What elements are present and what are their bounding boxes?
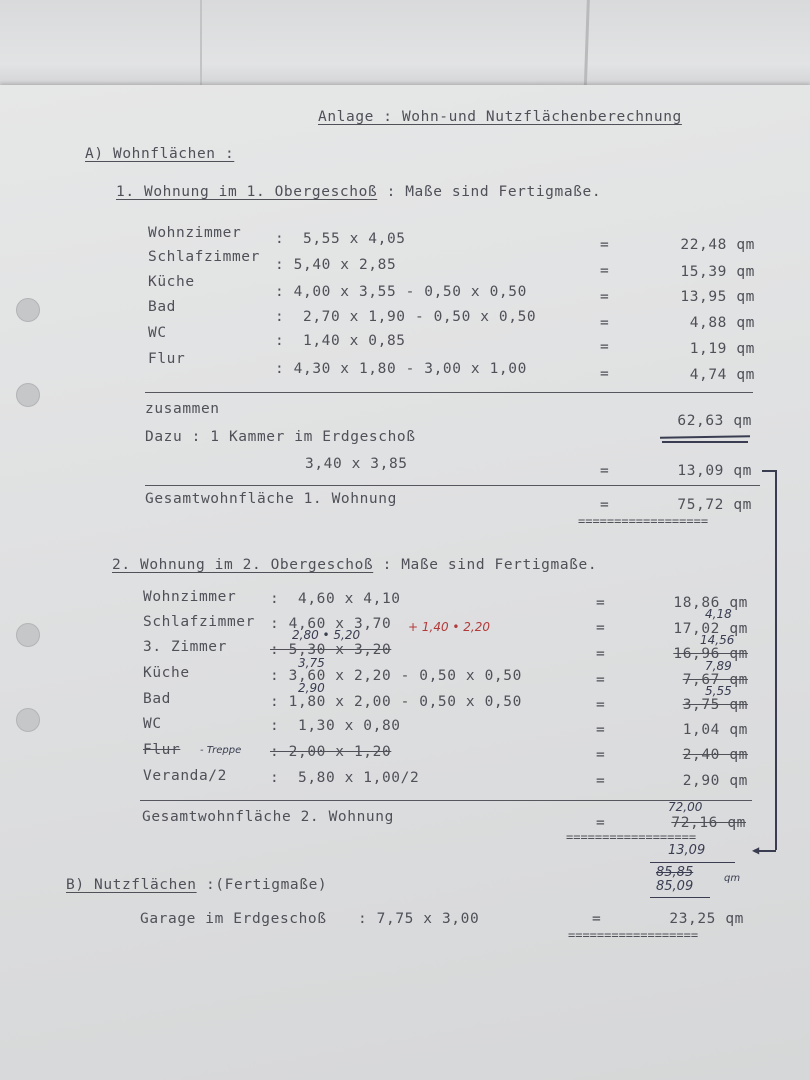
zusammen-value: 62,63 qm	[677, 413, 752, 429]
room-area: 22,48 qm	[680, 237, 755, 253]
total-rule	[145, 485, 760, 486]
handwritten-note: 2,80 • 5,20	[292, 628, 361, 642]
room-name: Veranda/2	[143, 768, 227, 784]
room-formula: : 4,60 x 3,70	[270, 616, 392, 632]
wohnung1-note: : Maße sind Fertigmaße.	[377, 184, 602, 200]
handwritten-value: 72,00	[668, 800, 703, 814]
double-underline: ==================	[566, 830, 697, 844]
room-area: 7,67 qm	[682, 672, 748, 688]
equals-sign: =	[596, 722, 606, 738]
room-name: Wohnzimmer	[143, 589, 237, 605]
wohnung1-heading	[116, 183, 601, 201]
equals-sign: =	[600, 497, 610, 513]
room-name: 3. Zimmer	[143, 639, 227, 655]
room-name: Bad	[148, 299, 176, 315]
page-title: Anlage : Wohn-und Nutzflächenberechnung	[318, 109, 682, 125]
room-name: Bad	[143, 691, 171, 707]
total-rule	[140, 800, 752, 801]
room-area: 13,95 qm	[680, 289, 755, 305]
equals-sign: =	[596, 646, 606, 662]
handwritten-note: 3,75	[298, 656, 325, 670]
garage-value: 23,25 qm	[669, 911, 744, 927]
handwritten-value: 5,55	[705, 684, 732, 698]
wohnung2-title: 2. Wohnung im 2. Obergeschoß	[112, 557, 374, 573]
equals-sign: =	[592, 911, 602, 927]
equals-sign: =	[596, 595, 606, 611]
room-formula: : 1,40 x 0,85	[275, 333, 406, 349]
section-b-title: B) Nutzflächen	[66, 877, 197, 893]
handwritten-value: 4,18	[705, 607, 732, 621]
fold-crease	[200, 0, 202, 88]
handwritten-note: + 1,40 • 2,20	[408, 620, 491, 634]
room-area: 2,90 qm	[682, 773, 748, 789]
room-name: WC	[143, 716, 162, 732]
equals-sign: =	[596, 620, 606, 636]
garage-formula: : 7,75 x 3,00	[358, 911, 480, 927]
folded-paper-top	[0, 0, 810, 92]
total-label-2: Gesamtwohnfläche 2. Wohnung	[142, 809, 394, 825]
room-area: 1,04 qm	[682, 722, 748, 738]
dazu-value: 13,09 qm	[677, 463, 752, 479]
total-value-2: 72,16 qm	[671, 815, 746, 831]
room-area: 16,96 qm	[673, 646, 748, 662]
section-b-note: :(Fertigmaße)	[196, 877, 328, 893]
arrow-head-icon: ◀	[752, 843, 760, 857]
room-name: Küche	[148, 274, 195, 290]
room-area: 4,74 qm	[689, 367, 755, 383]
equals-sign: =	[596, 773, 606, 789]
wohnung1-title: 1. Wohnung im 1. Obergeschoß	[116, 184, 378, 200]
room-area: 17,02 qm	[673, 621, 748, 637]
punch-hole	[16, 383, 40, 407]
room-name: Flur	[148, 351, 186, 367]
room-formula: : 5,40 x 2,85	[275, 257, 397, 273]
equals-sign: =	[596, 815, 606, 831]
handwritten-sum: 85,85	[656, 865, 694, 880]
total-value-1: 75,72 qm	[677, 497, 752, 513]
equals-sign: =	[600, 237, 610, 253]
wohnung2-heading	[112, 556, 597, 574]
room-area: 18,86 qm	[673, 595, 748, 611]
double-underline: ==================	[568, 928, 699, 942]
room-area: 3,75 qm	[682, 697, 748, 713]
handwritten-underline	[650, 897, 710, 898]
room-area: 2,40 qm	[682, 747, 748, 763]
punch-hole	[16, 298, 40, 322]
handwritten-value: 14,56	[700, 633, 735, 647]
room-formula: : 2,00 x 1,20	[270, 744, 392, 760]
room-area: 1,19 qm	[689, 341, 755, 357]
equals-sign: =	[596, 697, 606, 713]
section-a-heading: A) Wohnflächen :	[85, 146, 235, 162]
room-name: WC	[148, 325, 167, 341]
handwritten-sum: 85,09	[656, 879, 694, 894]
room-area: 4,88 qm	[689, 315, 755, 331]
section-b-heading	[66, 876, 327, 894]
punch-hole	[16, 708, 40, 732]
room-name: Schlafzimmer	[148, 249, 260, 265]
dazu-formula: 3,40 x 3,85	[305, 456, 408, 472]
room-formula: : 4,30 x 1,80 - 3,00 x 1,00	[275, 361, 527, 377]
arrow-bracket	[762, 470, 776, 472]
equals-sign: =	[600, 366, 610, 382]
equals-sign: =	[596, 747, 606, 763]
room-formula: : 5,30 x 3,20	[270, 642, 392, 658]
dazu-label: Dazu : 1 Kammer im Erdgeschoß	[145, 429, 416, 445]
room-formula: : 4,60 x 4,10	[270, 591, 401, 607]
room-formula: : 4,00 x 3,55 - 0,50 x 0,50	[275, 284, 527, 300]
garage-label: Garage im Erdgeschoß	[140, 911, 327, 927]
handwritten-unit: qm	[724, 873, 741, 884]
room-formula: : 2,70 x 1,90 - 0,50 x 0,50	[275, 309, 537, 325]
handwritten-note: 2,90	[298, 681, 325, 695]
room-formula: : 3,60 x 2,20 - 0,50 x 0,50	[270, 668, 522, 684]
handwritten-underline	[650, 862, 735, 863]
handwritten-sum: 13,09	[668, 843, 706, 858]
equals-sign: =	[600, 339, 610, 355]
handwritten-underline	[662, 441, 748, 443]
total-label-1: Gesamtwohnfläche 1. Wohnung	[145, 491, 397, 507]
room-formula: : 1,30 x 0,80	[270, 718, 401, 734]
handwritten-note: - Treppe	[200, 745, 242, 756]
sum-rule	[145, 392, 753, 393]
room-name: Flur	[143, 742, 181, 758]
room-formula: : 1,80 x 2,00 - 0,50 x 0,50	[270, 694, 522, 710]
room-formula: : 5,55 x 4,05	[275, 231, 406, 247]
arrow-bracket	[758, 850, 776, 852]
equals-sign: =	[600, 315, 610, 331]
equals-sign: =	[600, 289, 610, 305]
room-formula: : 5,80 x 1,00/2	[270, 770, 420, 786]
double-underline: ==================	[578, 514, 709, 528]
equals-sign: =	[600, 263, 610, 279]
arrow-bracket	[775, 470, 777, 850]
equals-sign: =	[596, 672, 606, 688]
room-name: Schlafzimmer	[143, 614, 255, 630]
room-name: Küche	[143, 665, 190, 681]
equals-sign: =	[600, 463, 610, 479]
room-name: Wohnzimmer	[148, 225, 242, 241]
zusammen-label: zusammen	[145, 401, 220, 417]
room-area: 15,39 qm	[680, 264, 755, 280]
wohnung2-note: : Maße sind Fertigmaße.	[373, 557, 598, 573]
handwritten-value: 7,89	[705, 659, 732, 673]
punch-hole	[16, 623, 40, 647]
